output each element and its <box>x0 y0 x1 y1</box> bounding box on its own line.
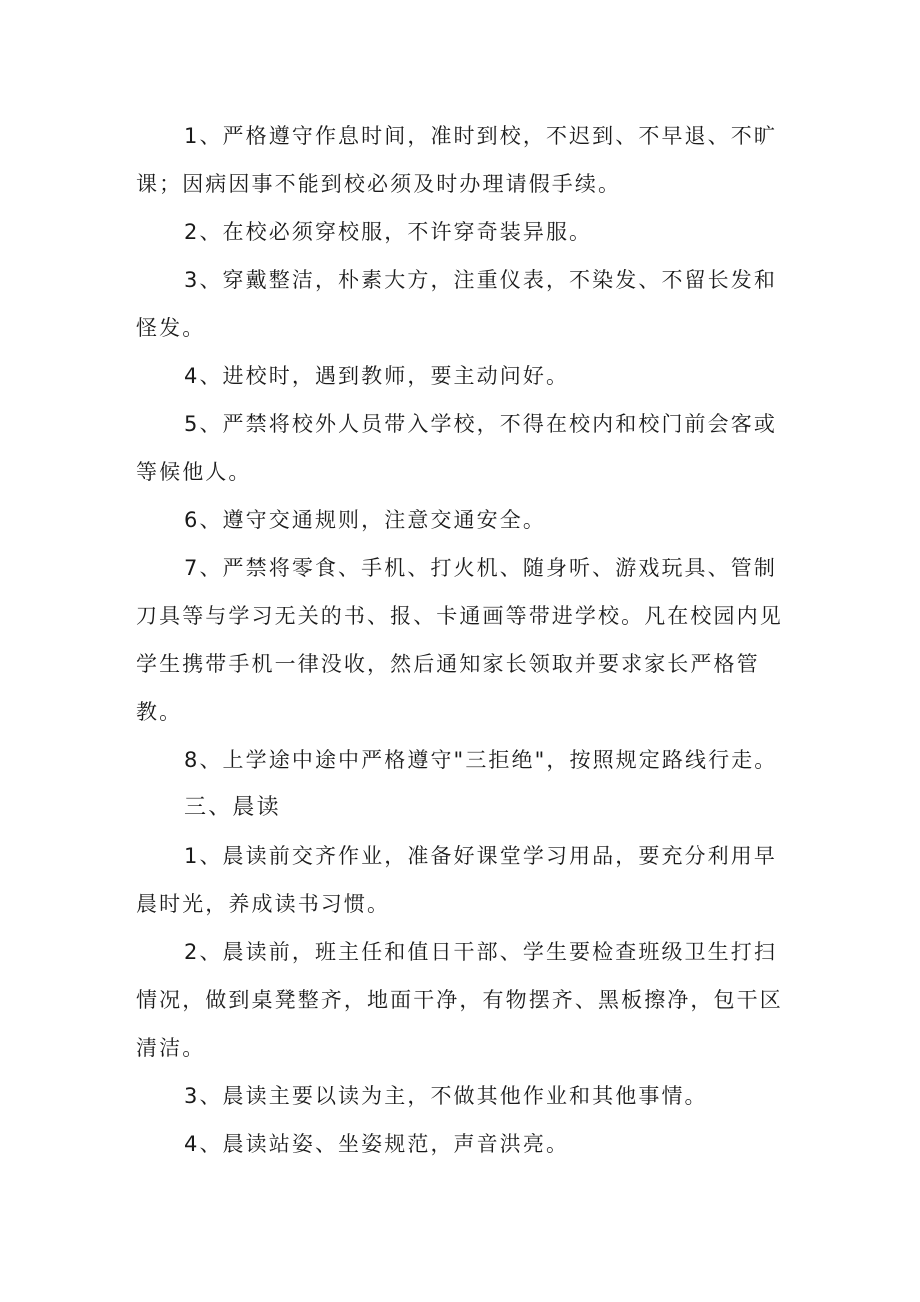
rule-item-5: 5、严禁将校外人员带入学校，不得在校内和校门前会客或等候他人。 <box>136 412 777 484</box>
rule-item-3: 3、穿戴整洁，朴素大方，注重仪表，不染发、不留长发和怪发。 <box>136 268 777 340</box>
document-body <box>136 112 790 1168</box>
morning-item-2: 2、晨读前，班主任和值日干部、学生要检查班级卫生打扫情况，做到桌凳整齐，地面干净，有物摆齐、黑板擦净，包干区清洁。 <box>136 940 783 1060</box>
rule-item-2: 2、在校必须穿校服，不许穿奇装异服。 <box>184 220 593 244</box>
rule-item-4: 4、进校时，遇到教师，要主动问好。 <box>184 364 570 388</box>
rule-item-8: 8、上学途中途中严格遵守"三拒绝"，按照规定路线行走。 <box>184 748 778 772</box>
rule-item-7: 7、严禁将零食、手机、打火机、随身听、游戏玩具、管制刀具等与学习无关的书、报、卡通画等带进学校。凡在校园内见学生携带手机一律没收，然后通知家长领取并要求家长严格管教。 <box>136 556 783 724</box>
morning-item-4: 4、晨读站姿、坐姿规范，声音洪亮。 <box>184 1132 570 1156</box>
morning-item-3: 3、晨读主要以读为主，不做其他作业和其他事情。 <box>184 1084 708 1108</box>
morning-item-1: 1、晨读前交齐作业，准备好课堂学习用品，要充分利用早晨时光，养成读书习惯。 <box>136 844 777 916</box>
rule-item-1: 1、严格遵守作息时间，准时到校，不迟到、不早退、不旷课；因病因事不能到校必须及时办理请假手续。 <box>136 124 777 196</box>
section-heading-morning-reading: 三、晨读 <box>184 795 281 820</box>
rule-item-6: 6、遵守交通规则，注意交通安全。 <box>184 508 546 532</box>
